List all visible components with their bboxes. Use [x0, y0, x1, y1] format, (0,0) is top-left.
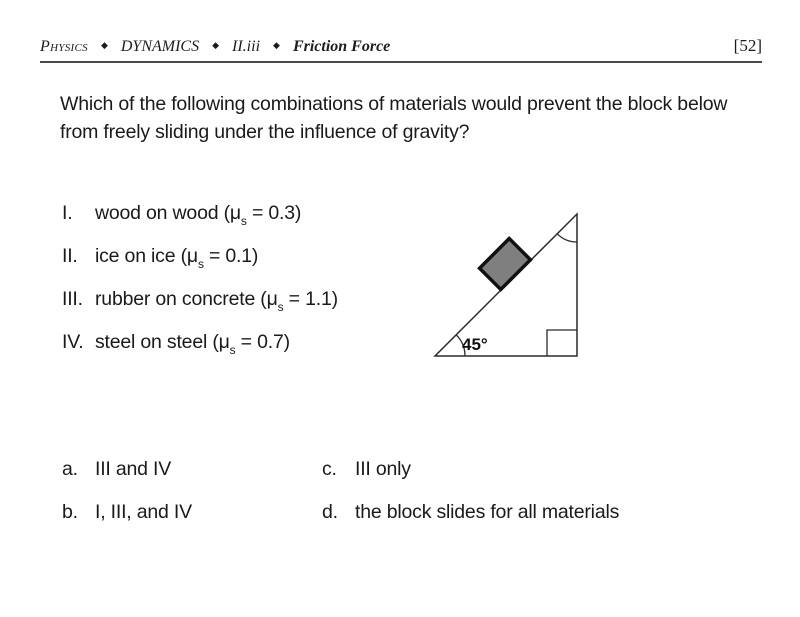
page-header: [40, 38, 762, 56]
material-item-1: [62, 202, 338, 245]
answer-text: the block slides for all materials: [355, 501, 620, 523]
answer-letter: b.: [62, 501, 78, 523]
question-text: Which of the following combinations of materials would prevent the block below from freely sliding under the influence of gravity?: [60, 93, 728, 143]
answer-text: III only: [355, 458, 411, 480]
material-numeral: IV.: [62, 331, 84, 353]
answer-letter: c.: [322, 458, 337, 480]
mu-subscript: s: [229, 343, 236, 357]
angle-label: 45°: [462, 335, 488, 354]
mu-subscript: s: [277, 300, 284, 314]
diamond-separator-icon: ◆: [273, 39, 280, 50]
incline-diagram-svg: [425, 198, 600, 370]
material-item-4: [62, 331, 338, 374]
material-numeral: III.: [62, 288, 83, 310]
mu-subscript: s: [240, 214, 247, 228]
answer-a: [62, 458, 322, 480]
incline-diagram: [425, 198, 600, 370]
header-course: Physics: [40, 38, 88, 55]
page-number: [52]: [733, 36, 762, 55]
header-section: II.iii: [232, 38, 261, 55]
material-text: rubber on concrete $(\mu_s = 1.1)$: [95, 288, 338, 314]
header-topic: Friction Force: [292, 38, 391, 55]
answer-choices: [62, 458, 619, 523]
answer-text: III and IV: [95, 458, 172, 480]
material-numeral: II.: [62, 245, 78, 267]
header-rule: [40, 61, 762, 63]
material-item-2: [62, 245, 338, 288]
block-rect: [480, 239, 531, 290]
material-text: steel on steel $(\mu_s = 0.7)$: [95, 331, 290, 357]
materials-list: [62, 202, 338, 374]
answer-letter: a.: [62, 458, 78, 480]
material-text: ice on ice $(\mu_s = 0.1)$: [95, 245, 259, 271]
header-unit: DYNAMICS: [120, 38, 200, 55]
block-on-incline: [480, 239, 531, 290]
answer-letter: d.: [322, 501, 338, 523]
material-text: wood on wood $(\mu_s = 0.3)$: [95, 202, 302, 228]
diamond-separator-icon: ◆: [212, 39, 220, 50]
answer-c: [322, 458, 619, 480]
material-item-3: [62, 288, 338, 331]
answer-text: I, III, and IV: [95, 501, 192, 523]
angle-arc-top: [557, 234, 577, 242]
mu-subscript: s: [197, 257, 204, 271]
material-numeral: I.: [62, 202, 73, 224]
diamond-separator-icon: ◆: [100, 39, 108, 50]
answer-d: [322, 501, 619, 523]
answer-b: [62, 501, 322, 523]
right-angle-marker: [547, 330, 577, 356]
